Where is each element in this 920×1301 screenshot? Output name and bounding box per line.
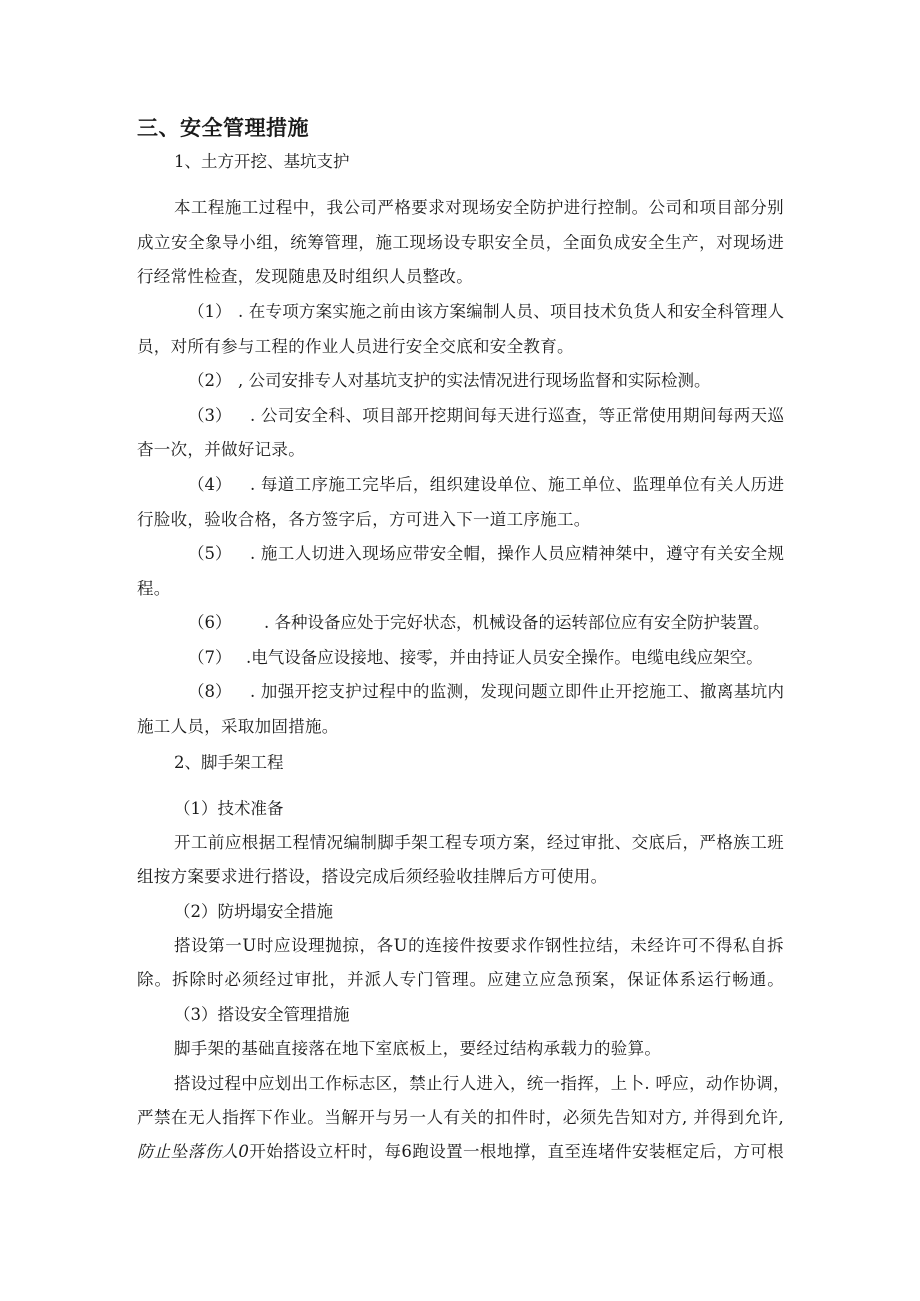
list-item-text: 杳一次，并做好记录。 xyxy=(137,440,305,459)
text-fragment: 开始搭设立杆时，每6跑设置一根地撑，直至连堵件安装框定后，方可根 xyxy=(249,1142,784,1161)
paragraph-line-last xyxy=(137,1141,784,1163)
list-item-number: （3） xyxy=(188,406,232,425)
paragraph-line: 行经常性检查，发现随患及时组织人员整改。 xyxy=(137,267,473,286)
paragraph-line: 开工前应根据工程情况编制脚手架工程专项方案，经过审批、交底后，严格族工班 xyxy=(174,833,784,852)
list-item-text: . 每道工序施工完毕后，组织建设单位、施工单位、监理单位有关人历进 xyxy=(250,475,784,494)
list-item-number: （4） xyxy=(188,475,232,494)
list-item-number: （5） xyxy=(188,544,232,563)
paragraph-line: 组按方案要求进行搭设，搭设完成后须经验收挂牌后方可使用。 xyxy=(137,867,608,886)
italic-fragment: 防止坠落伤人0 xyxy=(137,1142,250,1161)
list-item-text: 施工人员，采取加固措施。 xyxy=(137,717,339,736)
subheading-collapse-safety: （2）防坍塌安全措施 xyxy=(174,902,333,921)
subsection-title-scaffolding: 2、脚手架工程 xyxy=(174,753,284,772)
list-item-number: （1） xyxy=(188,302,232,321)
list-item-text: .电气设备应设接地、接零，并由持证人员安全操作。电缆电线应架空。 xyxy=(246,648,763,667)
paragraph-line: 严禁在无人指挥下作业。当解开与另一人有关的扣件时，必须先告知对方, 并得到允许, xyxy=(137,1108,784,1127)
list-item-text: . 施工人切进入现场应带安全帽，操作人员应精神桀中，遵守有关安全规 xyxy=(250,544,784,563)
list-item-text: 程。 xyxy=(137,579,171,598)
list-item-number: （6） xyxy=(188,613,232,632)
list-item-text: 行脸收，验收合格，各方签字后，方可进入下一道工序施工。 xyxy=(137,510,591,529)
paragraph-line: 成立安全象导小组，统筹管理，施工现场设专职安全员，全面负成安全生产，对现场进 xyxy=(137,233,784,252)
subsection-title-earthwork: 1、土方开挖、基坑支护 xyxy=(174,152,350,171)
paragraph-line: 搭设第一U时应设理抛掠，各U的连接件按要求作钢性拉结，未经许可不得私自拆 xyxy=(174,936,784,955)
list-item-text: . 在专项方案实施之前由该方案编制人员、项目技术负货人和安全科管理人 xyxy=(238,302,784,321)
list-item-text: , 公司安排专人对基坑支护的实法情况进行现场监督和实际检测。 xyxy=(238,371,711,390)
subheading-erection-mgmt: （3）搭设安全管理措施 xyxy=(174,1005,350,1024)
list-item-text: . 公司安全科、项目部开挖期间每天进行巡查，等正常使用期间每两天巡 xyxy=(250,406,784,425)
list-item-number: （2） xyxy=(188,371,232,390)
paragraph-line: 脚手架的基础直接落在地下室底板上，要经过结构承载力的验算。 xyxy=(174,1039,662,1058)
list-item-number: （8） xyxy=(188,682,232,701)
subheading-tech-prep: （1）技术准备 xyxy=(174,799,284,818)
list-item-text: 员，对所有参与工程的作业人员进行安全交底和安全教育。 xyxy=(137,337,574,356)
paragraph-line: 除。拆除时必须经过审批，并派人专门管理。应建立应急预案，保证体系运行畅通。 xyxy=(137,970,784,989)
list-item-text: . 加强开挖支护过程中的监测，发现问题立即件止开挖施工、撤离基坑内 xyxy=(250,682,784,701)
list-item-number: （7） xyxy=(188,648,232,667)
paragraph-line: 本工程施工过程中，我公司严格要求对现场安全防护进行控制。公司和项目部分别 xyxy=(174,198,784,217)
section-title: 三、安全管理措施 xyxy=(137,116,309,140)
paragraph-line: 搭设过程中应划出工作标志区，禁止行人进入，统一指挥，上卜. 呼应，动作协调， xyxy=(174,1074,790,1093)
list-item-text: . 各种设备应处于完好状态，机械设备的运转部位应有安全防护装置。 xyxy=(264,613,770,632)
